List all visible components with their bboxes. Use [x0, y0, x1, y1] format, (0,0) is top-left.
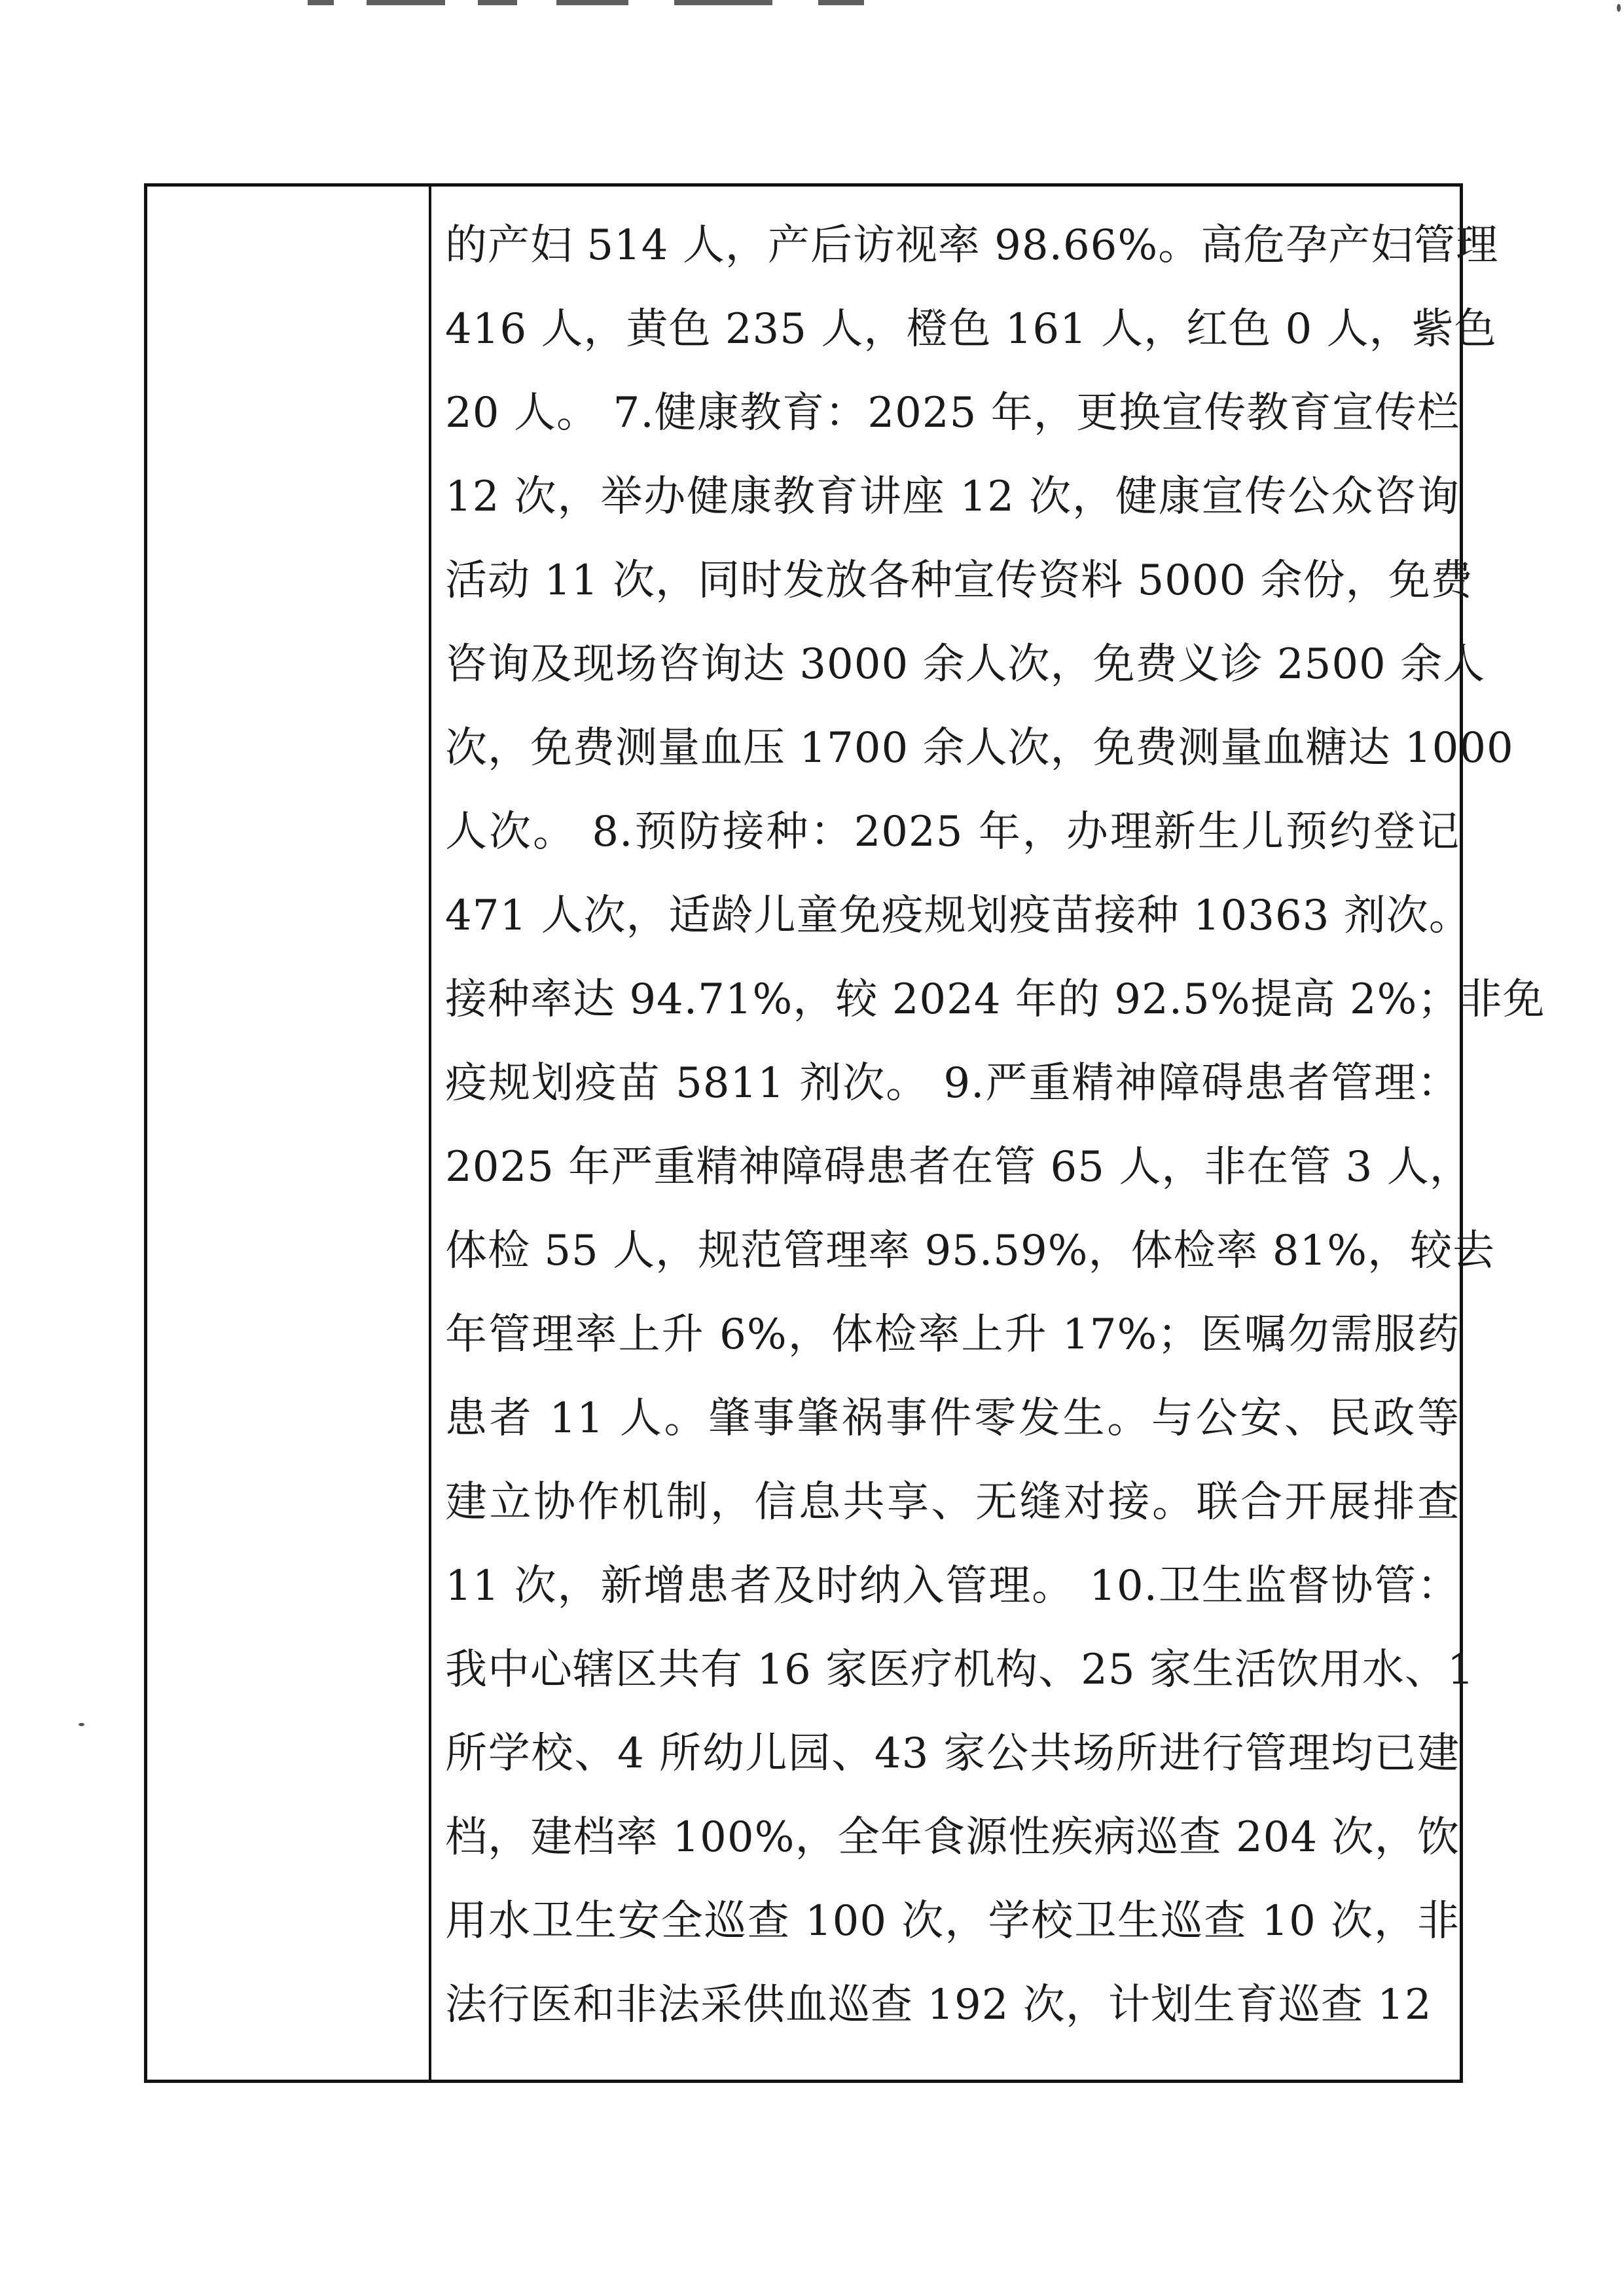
text-line-16: 建立协作机制，信息共享、无缝对接。联合开展排查: [445, 1478, 1460, 1527]
text-line-1: 的产妇 514 人，产后访视率 98.66%。高危孕产妇管理: [445, 221, 1499, 270]
text-line-9: 471 人次，适龄儿童免疫规划疫苗接种 10363 剂次。: [445, 892, 1471, 940]
text-line-15: 患者 11 人。肇事肇祸事件零发生。与公安、民政等: [445, 1394, 1460, 1443]
text-line-21: 用水卫生安全巡查 100 次，学校卫生巡查 10 次，非: [445, 1897, 1460, 1945]
text-line-14: 年管理率上升 6%，体检率上升 17%；医嘱勿需服药: [445, 1310, 1460, 1359]
text-line-17: 11 次，新增患者及时纳入管理。 10.卫生监督协管：: [445, 1562, 1460, 1610]
left-column-cell: [147, 187, 429, 2080]
text-line-8: 人次。 8.预防接种：2025 年，办理新生儿预约登记: [445, 808, 1460, 856]
text-line-6: 咨询及现场咨询达 3000 余人次，免费义诊 2500 余人: [445, 640, 1486, 689]
text-line-2: 416 人，黄色 235 人，橙色 161 人，红色 0 人，紫色: [445, 305, 1497, 353]
text-line-20: 档，建档率 100%，全年食源性疾病巡查 204 次，饮: [445, 1813, 1460, 1862]
scan-artifact-marks: [308, 0, 897, 9]
text-line-11: 疫规划疫苗 5811 剂次。 9.严重精神障碍患者管理：: [445, 1059, 1460, 1108]
scan-speck: [1617, 4, 1621, 12]
text-line-3: 20 人。 7.健康教育：2025 年，更换宣传教育宣传栏: [445, 389, 1460, 437]
column-divider: [429, 187, 431, 2080]
text-line-19: 所学校、4 所幼儿园、43 家公共场所进行管理均已建: [445, 1729, 1460, 1778]
text-line-10: 接种率达 94.71%，较 2024 年的 92.5%提高 2%；非免: [445, 975, 1545, 1024]
document-table: [144, 183, 1545, 2083]
content-cell: [445, 187, 1545, 2080]
text-line-7: 次，免费测量血压 1700 余人次，免费测量血糖达 1000: [445, 724, 1514, 772]
text-line-5: 活动 11 次，同时发放各种宣传资料 5000 余份，免费: [445, 556, 1473, 605]
text-line-18: 我中心辖区共有 16 家医疗机构、25 家生活饮用水、1: [445, 1646, 1475, 1694]
text-line-13: 体检 55 人，规范管理率 95.59%，体检率 81%，较去: [445, 1227, 1496, 1275]
scan-speck: [79, 1723, 84, 1726]
text-line-22: 法行医和非法采供血巡查 192 次，计划生育巡查 12: [445, 1981, 1432, 2029]
text-line-4: 12 次，举办健康教育讲座 12 次，健康宣传公众咨询: [445, 473, 1460, 521]
text-line-12: 2025 年严重精神障碍患者在管 65 人，非在管 3 人，: [445, 1143, 1472, 1191]
